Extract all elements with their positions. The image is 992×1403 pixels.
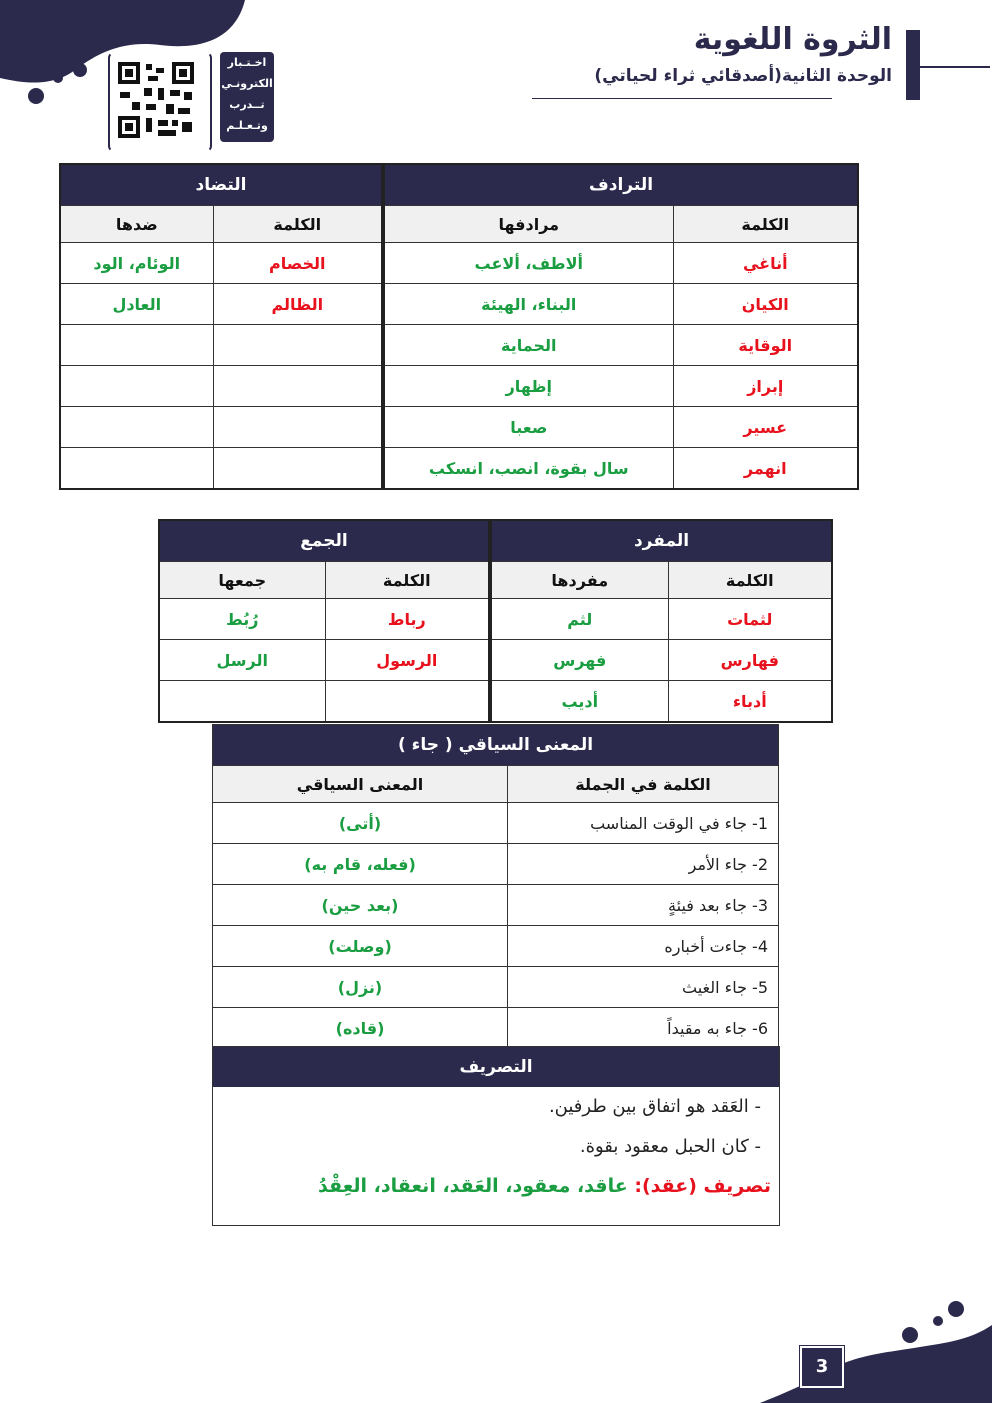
singular-cell: أديب (490, 681, 668, 723)
singular-header: المفرد (490, 520, 832, 562)
contextual-meaning-table (212, 724, 779, 1049)
synonym-cell: سال بقوة، انصب، انسكب (383, 448, 673, 490)
sentence-cell: 5- جاء الغيث (508, 967, 779, 1008)
subtitle-rule (532, 98, 832, 99)
unit-subtitle: الوحدة الثانية(أصدقائي ثراء لحياتي) (594, 66, 892, 86)
antonym-cell: الوئام، الود (60, 243, 213, 284)
col-synonym: مرادفها (383, 206, 673, 243)
meaning-cell: (نزل) (213, 967, 508, 1008)
sentence-cell: 3- جاء بعد فيئةٍ (508, 885, 779, 926)
antonym-cell: العادل (60, 284, 213, 325)
col-plural: جمعها (159, 562, 325, 599)
meaning-cell: (فعله، قام به) (213, 844, 508, 885)
word-cell: إبراز (673, 366, 858, 407)
table-row (213, 803, 779, 844)
empty-cell (213, 325, 383, 366)
table-row (159, 681, 832, 723)
word-cell: الوقاية (673, 325, 858, 366)
table-row (213, 1008, 779, 1049)
word-cell: فهارس (668, 640, 832, 681)
meaning-cell: (بعد حين) (213, 885, 508, 926)
empty-cell (60, 407, 213, 448)
empty-cell (159, 681, 325, 723)
col-sentence: الكلمة في الجملة (508, 766, 779, 803)
meaning-cell: (أتى) (213, 803, 508, 844)
col-antonym: ضدها (60, 206, 213, 243)
qr-code-icon[interactable] (118, 62, 194, 138)
badge-line: تــدرب (229, 98, 265, 111)
word-cell: الكيان (673, 284, 858, 325)
table-row (159, 640, 832, 681)
col-meaning: المعنى السياقي (213, 766, 508, 803)
meaning-cell: (وصلت) (213, 926, 508, 967)
word-cell: عسير (673, 407, 858, 448)
sentence-cell: 2- جاء الأمر (508, 844, 779, 885)
table-row (60, 448, 858, 490)
synonym-cell: البناء، الهيئة (383, 284, 673, 325)
empty-cell (60, 448, 213, 490)
word-cell: انهمر (673, 448, 858, 490)
synonym-cell: إظهار (383, 366, 673, 407)
page-number: 3 (800, 1346, 844, 1388)
badge-line: وتـعـلـم (226, 119, 268, 132)
context-header: المعنى السياقي ( جاء ) (213, 725, 779, 766)
sentence-cell: 6- جاء به مقيداً (508, 1008, 779, 1049)
synonym-cell: صعبا (383, 407, 673, 448)
singular-plural-table (158, 519, 833, 723)
table-row (60, 407, 858, 448)
morphology-line: - العَقد هو اتفاق بين طرفين. (548, 1096, 761, 1117)
morphology-box (212, 1046, 780, 1226)
synonyms-antonyms-table (59, 163, 859, 490)
table-row (213, 885, 779, 926)
synonym-cell: ألاطف، ألاعب (383, 243, 673, 284)
synonyms-header: الترادف (383, 164, 858, 206)
table-row (60, 284, 858, 325)
decorative-blob-bottom (760, 1295, 992, 1403)
antonyms-header: التضاد (60, 164, 383, 206)
empty-cell (60, 325, 213, 366)
synonym-cell: الحماية (383, 325, 673, 366)
empty-cell (325, 681, 490, 723)
morphology-forms: عاقد، معقود، العَقد، انعقاد، العِقْدُ (318, 1175, 628, 1197)
col-word: الكلمة (673, 206, 858, 243)
singular-cell: لثم (490, 599, 668, 640)
morphology-forms-line (213, 1171, 779, 1201)
word-cell: الخصام (213, 243, 383, 284)
title-rule (920, 66, 990, 68)
table-row (213, 967, 779, 1008)
badge-line: اخـتـبار (227, 56, 267, 69)
plural-cell: رُبُط (159, 599, 325, 640)
sentence-cell: 4- جاءت أخباره (508, 926, 779, 967)
word-cell: لثمات (668, 599, 832, 640)
table-row (60, 243, 858, 284)
morphology-label: تصريف (عقد): (634, 1175, 771, 1197)
empty-cell (213, 448, 383, 490)
word-cell: رباط (325, 599, 490, 640)
singular-cell: فهرس (490, 640, 668, 681)
badge-line: الكترونـي (221, 77, 273, 90)
word-cell: الرسول (325, 640, 490, 681)
plural-header: الجمع (159, 520, 490, 562)
table-row (60, 325, 858, 366)
empty-cell (60, 366, 213, 407)
col-word: الكلمة (668, 562, 832, 599)
page-title: الثروة اللغوية (693, 22, 892, 57)
title-accent-bar (906, 30, 920, 100)
empty-cell (213, 407, 383, 448)
table-row (213, 844, 779, 885)
col-word: الكلمة (325, 562, 490, 599)
sentence-cell: 1- جاء في الوقت المناسب (508, 803, 779, 844)
meaning-cell: (قاده) (213, 1008, 508, 1049)
table-row (213, 926, 779, 967)
empty-cell (213, 366, 383, 407)
word-cell: الظالم (213, 284, 383, 325)
morphology-header: التصريف (213, 1047, 779, 1087)
table-row (60, 366, 858, 407)
word-cell: أناغي (673, 243, 858, 284)
plural-cell: الرسل (159, 640, 325, 681)
e-test-badge[interactable] (220, 52, 274, 142)
morphology-line: - كان الحبل معقود بقوة. (579, 1136, 761, 1157)
word-cell: أدباء (668, 681, 832, 723)
table-row (159, 599, 832, 640)
col-word: الكلمة (213, 206, 383, 243)
col-singular: مفردها (490, 562, 668, 599)
